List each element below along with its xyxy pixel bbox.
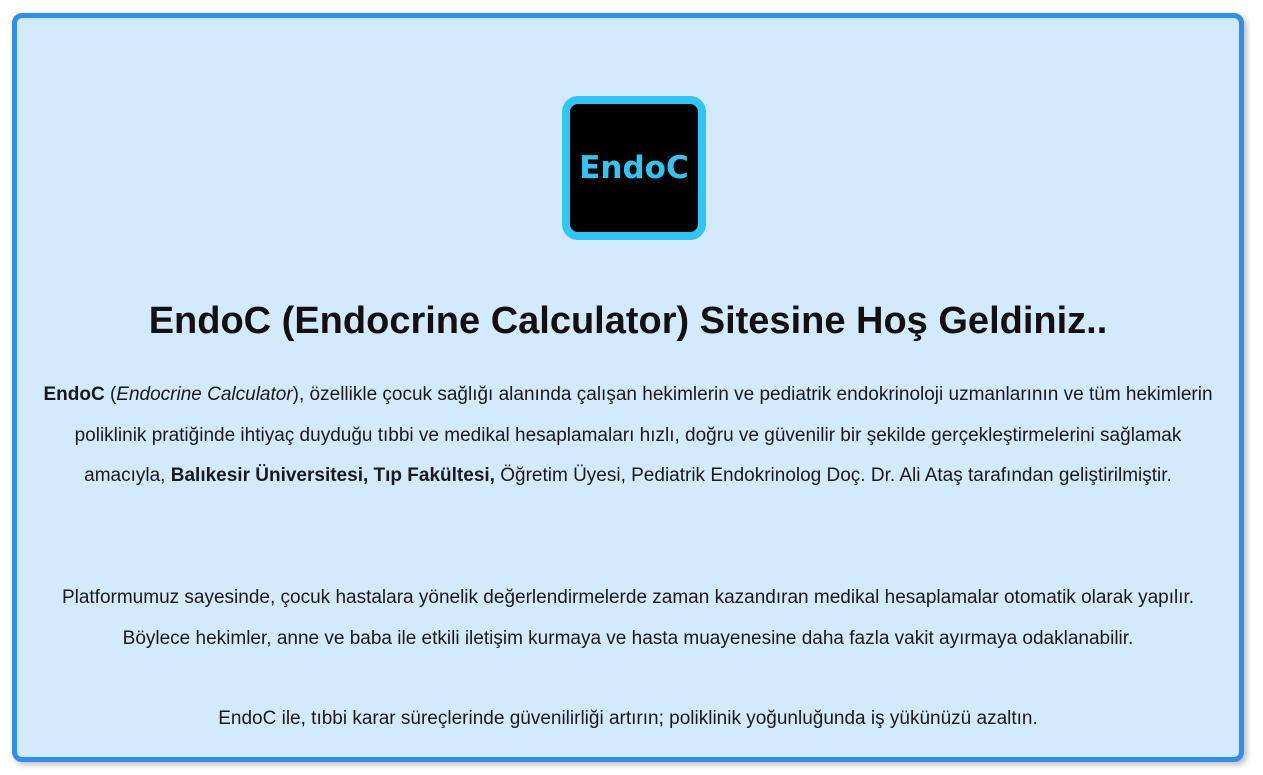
closing-paragraph: EndoC ile, tıbbi karar süreçlerinde güvenilirliği artırın; poliklinik yoğunluğunda iş yükünüzü azaltın. (218, 708, 1038, 729)
brand-name: EndoC (43, 384, 105, 405)
open-paren: ( (104, 384, 117, 405)
institution-name: Balıkesir Üniversitesi, Tıp Fakültesi, (170, 465, 501, 486)
intro-paragraph (43, 375, 1213, 497)
welcome-card (12, 13, 1244, 762)
page-title: EndoC (Endocrine Calculator) Sitesine Hoş Geldiniz.. (148, 300, 1108, 342)
endoc-logo (562, 96, 706, 240)
logo-text: EndoC (579, 150, 689, 186)
platform-paragraph: Platformumuz sayesinde, çocuk hastalara yönelik değerlendirmelerde zaman kazandıran medikal hesaplamalar otomatik olarak yapılır. Böylece hekimler, anne ve baba ile etkili iletişim kurmaya ve hasta muayenesine daha fazla vakit ayırmaya odaklanabilir. (61, 587, 1195, 649)
brand-full-name: Endocrine Calculator (116, 384, 293, 405)
intro-text-part-1: ), özellikle çocuk sağlığı alanında çalışan hekimlerin ve pediatrik endokrinoloji uzmanlarının ve tüm hekimlerin poliklinik pratiğinde ihtiyaç duyduğu tıbbi ve medikal hesaplamaları hızlı, doğru ve güvenilir bir şekilde gerçekleştirmelerini sağlamak amacıyla, (74, 384, 1213, 486)
intro-text-part-2: Öğretim Üyesi, Pediatrik Endokrinolog Doç. Dr. Ali Ataş tarafından geliştirilmiştir. (500, 465, 1172, 486)
